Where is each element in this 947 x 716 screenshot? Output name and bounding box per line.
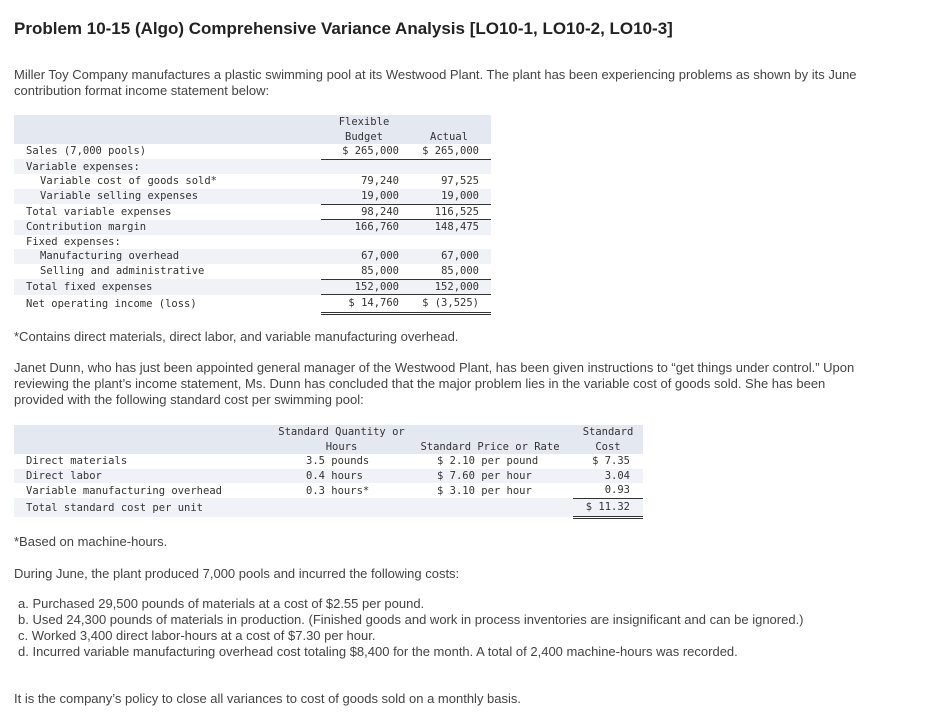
problem-title: Problem 10-15 (Algo) Comprehensive Variance Analysis [LO10-1, LO10-2, LO10-3] [14, 19, 673, 38]
income-row-net: Net operating income (loss) $ 14,760 $ (3,525) [14, 295, 491, 314]
intro-paragraph: Miller Toy Company manufactures a plastic swimming pool at its Westwood Plant. The plant has been experiencing problems as shown by its June contribution format income statement below: [14, 67, 857, 98]
income-row: Variable cost of goods sold* 79,240 97,525 [40, 175, 479, 188]
footnote-machine-hours: *Based on machine-hours. [14, 534, 168, 549]
standard-total-row: Total standard cost per unit $ 11.32 [14, 498, 643, 517]
standard-row: Variable manufacturing overhead 0.3 hours* $ 3.10 per hour 0.93 [14, 483, 643, 498]
income-row: Total variable expenses 98,240 116,525 [14, 204, 491, 220]
income-row: Variable expenses: [14, 159, 491, 174]
income-row: Variable selling expenses 19,000 19,000 [14, 189, 491, 204]
std-qty-header: Standard Quantity or [278, 426, 405, 438]
standard-row: Direct materials 3.5 pounds $ 2.10 per pound $ 7.35 [26, 455, 630, 468]
std-cost-header: Standard [582, 426, 634, 438]
income-row: Fixed expenses: [26, 235, 121, 248]
footnote-contains: *Contains direct materials, direct labor, and variable manufacturing overhead. [14, 329, 459, 344]
std-price-header: Standard Price or Rate [420, 440, 560, 453]
standard-row: Direct labor 0.4 hours $ 7.60 per hour 3.04 [14, 469, 643, 484]
income-row: Total fixed expenses 152,000 152,000 [14, 279, 491, 295]
income-row: Selling and administrative 85,000 85,000 [14, 264, 491, 279]
list-item: a. Purchased 29,500 pounds of materials at a cost of $2.55 per pound. [18, 596, 425, 611]
standard-cost-table: Standard Quantity or Standard Hours Standard Price or Rate Cost Direct materials 3.5 pounds $ 2.10 per pound $ 7.35 Direct labor 0.4 hours $ 7.60 per hour 3.04 Variable manufacturing overhead 0.3 hours* $ 3.10 per hour 0.93 Total standard cost per unit $ 11.32 [14, 425, 643, 519]
dunn-paragraph: Janet Dunn, who has just been appointed general manager of the Westwood Plant, has been given instructions to “get things under control.” Upon reviewing the plant’s income statement, Ms. Dunn has concluded that the major problem lies in the variable cost of goods sold. She has been provided with the following standard cost per swimming pool: [14, 360, 855, 407]
income-row: Manufacturing overhead 67,000 67,000 [14, 249, 491, 264]
list-item: d. Incurred variable manufacturing overhead cost totaling $8,400 for the month. A total of 2,400 machine-hours was recorded. [18, 644, 738, 659]
cost-list [18, 596, 838, 660]
list-item: b. Used 24,300 pounds of materials in production. (Finished goods and work in process inventories are insignificant and can be ignored.) [18, 612, 804, 627]
income-row-sales: Sales (7,000 pools) $ 265,000 $ 265,000 [14, 144, 491, 159]
closing-paragraph: It is the company’s policy to close all variances to cost of goods sold on a monthly basis. [14, 691, 522, 706]
list-item: c. Worked 3,400 direct labor-hours at a cost of $7.30 per hour. [18, 628, 376, 643]
flex-budget-header: Flexible [338, 116, 390, 128]
actual-header: Actual [430, 130, 468, 143]
june-paragraph: During June, the plant produced 7,000 pools and incurred the following costs: [14, 566, 460, 581]
standard-header-row [14, 425, 643, 440]
income-header-row [14, 115, 491, 130]
income-statement-table: Flexible Budget Actual Sales (7,000 pools) $ 265,000 $ 265,000 Variable expenses: Variable cost of goods sold* 79,240 97,525 Variable selling expenses 19,000 19,000 Total variable expenses 98,240 116,525 Contribution margin 166,760 148,475 Fixed expenses: Manufacturing overhead 67,000 67,000 Selling and administrative 85,000 85,000 Total fixed expenses 152,000 152,000 Net operating income (loss) $ 14,760 $ (3,525) [14, 115, 491, 315]
income-row: Contribution margin 166,760 148,475 [14, 220, 491, 235]
